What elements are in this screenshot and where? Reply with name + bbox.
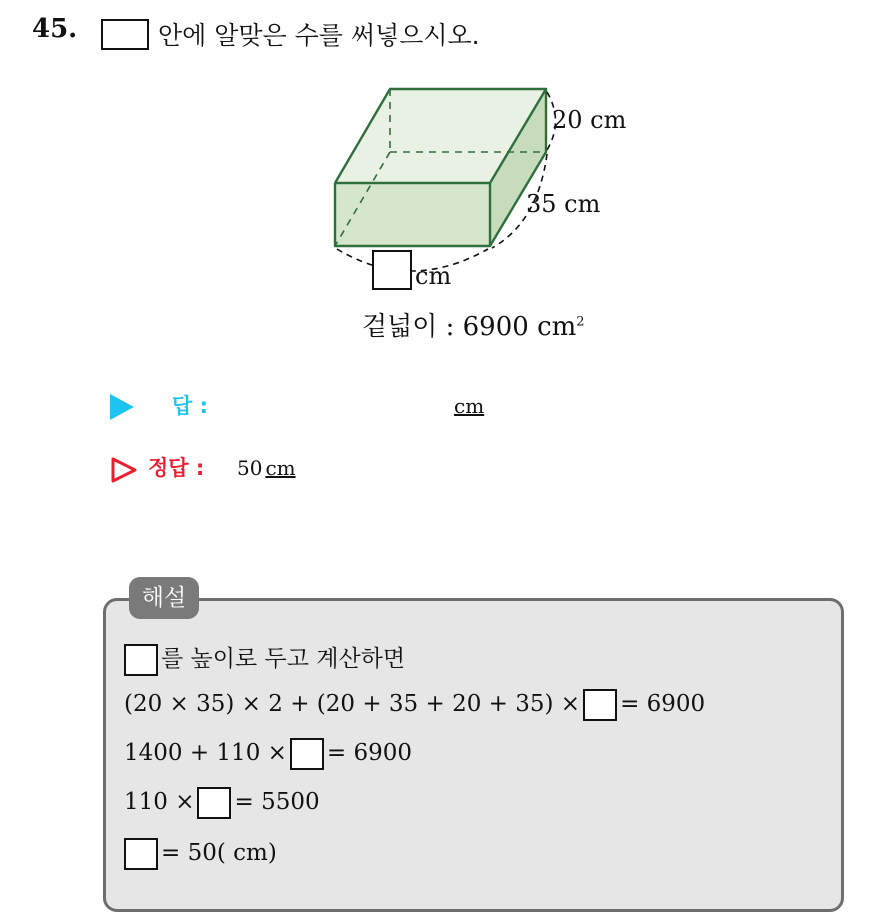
answer-input-line[interactable] <box>260 390 450 420</box>
explanation-result-4: = 5500 <box>234 789 320 815</box>
surface-area-exponent: 2 <box>576 314 585 330</box>
answer-row <box>110 390 530 424</box>
explanation-tab: 해설 <box>129 577 199 619</box>
correct-answer-value <box>237 456 296 480</box>
explanation-line-3 <box>124 738 412 770</box>
blank-box <box>124 644 158 676</box>
blank-box <box>583 689 617 721</box>
depth-label: 35 cm <box>526 190 601 218</box>
answer-unit: cm <box>454 394 485 418</box>
blank-box <box>290 738 324 770</box>
correct-answer-row <box>110 452 410 486</box>
explanation-line-2 <box>124 689 705 721</box>
explanation-text-1: 를 높이로 두고 계산하면 <box>161 646 406 672</box>
explanation-line-4 <box>124 787 320 819</box>
cuboid-front-face <box>335 183 490 246</box>
blank-box <box>197 787 231 819</box>
width-unit: cm <box>415 262 452 290</box>
surface-area-text: 겉넓이 : 6900 cm <box>362 312 577 342</box>
blank-box <box>124 838 158 870</box>
explanation-expr-2: (20 × 35) × 2 + (20 + 35 + 20 + 35) × <box>124 691 581 717</box>
explanation-result-3: = 6900 <box>326 740 413 766</box>
correct-answer-label: 정답 : <box>148 456 205 480</box>
explanation-result-2: = 6900 <box>620 691 706 717</box>
explanation-result-5: = 50( cm) <box>161 840 277 866</box>
cuboid-figure <box>300 70 640 300</box>
outline-triangle-icon <box>110 456 138 484</box>
play-triangle-icon <box>110 394 134 420</box>
height-label: 20 cm <box>552 106 627 134</box>
explanation-expr-4: 110 × <box>124 789 195 815</box>
explanation-line-5 <box>124 838 277 870</box>
correct-answer-number: 50 <box>237 456 263 480</box>
question-text: 안에 알맞은 수를 써넣으시오. <box>158 21 480 50</box>
surface-area-label <box>362 306 585 343</box>
width-blank-box <box>373 251 411 289</box>
answer-blank-box[interactable] <box>101 19 149 50</box>
explanation-line-1 <box>124 640 405 676</box>
question-number: 45. <box>32 14 78 44</box>
correct-answer-unit: cm <box>265 456 296 480</box>
explanation-expr-3: 1400 + 110 × <box>124 740 287 766</box>
width-dimension-arc <box>337 249 488 271</box>
answer-label: 답 : <box>172 394 208 418</box>
